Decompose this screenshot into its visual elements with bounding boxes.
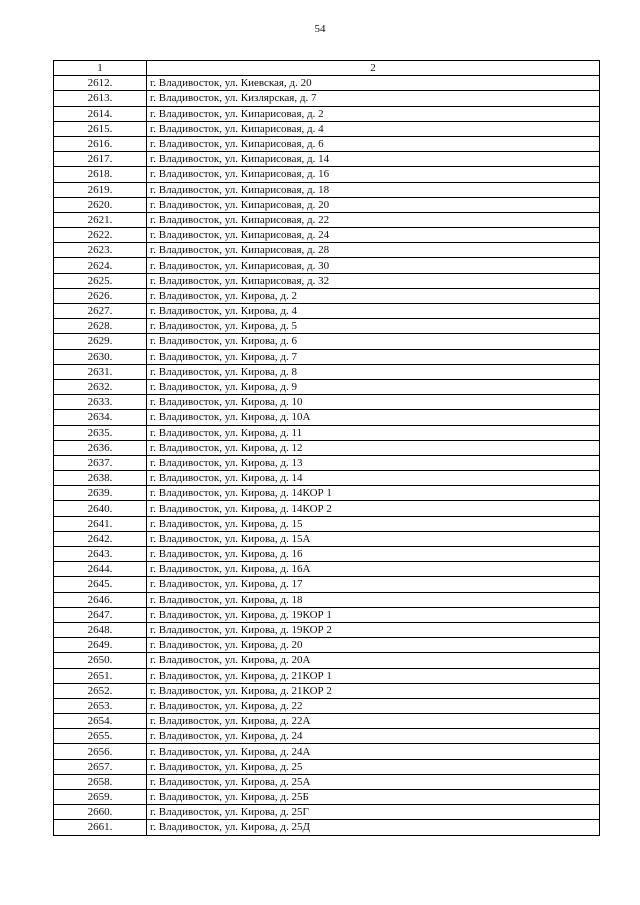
address-cell: г. Владивосток, ул. Кирова, д. 19КОР 1	[147, 607, 600, 622]
address-cell: г. Владивосток, ул. Кирова, д. 25Г	[147, 805, 600, 820]
table-row	[54, 212, 600, 227]
row-number-cell: 2661.	[54, 820, 147, 835]
table-row	[54, 607, 600, 622]
address-cell: г. Владивосток, ул. Кирова, д. 15А	[147, 531, 600, 546]
row-number-cell: 2650.	[54, 653, 147, 668]
address-cell: г. Владивосток, ул. Кипарисовая, д. 28	[147, 243, 600, 258]
row-number-cell: 2638.	[54, 471, 147, 486]
row-number-cell: 2660.	[54, 805, 147, 820]
row-number-cell: 2658.	[54, 774, 147, 789]
row-number-cell: 2632.	[54, 379, 147, 394]
table-row	[54, 258, 600, 273]
row-number-cell: 2631.	[54, 364, 147, 379]
table-row	[54, 304, 600, 319]
table-row	[54, 349, 600, 364]
row-number-cell: 2615.	[54, 121, 147, 136]
table-row	[54, 805, 600, 820]
address-cell: г. Владивосток, ул. Кипарисовая, д. 6	[147, 136, 600, 151]
address-cell: г. Владивосток, ул. Кирова, д. 15	[147, 516, 600, 531]
table-row	[54, 425, 600, 440]
address-cell: г. Владивосток, ул. Кирова, д. 7	[147, 349, 600, 364]
row-number-cell: 2630.	[54, 349, 147, 364]
table-row	[54, 152, 600, 167]
address-cell: г. Владивосток, ул. Кирова, д. 4	[147, 304, 600, 319]
table-row	[54, 683, 600, 698]
row-number-cell: 2637.	[54, 455, 147, 470]
table-row	[54, 288, 600, 303]
table-row	[54, 516, 600, 531]
table-row	[54, 91, 600, 106]
row-number-cell: 2616.	[54, 136, 147, 151]
address-cell: г. Владивосток, ул. Кипарисовая, д. 24	[147, 228, 600, 243]
row-number-cell: 2640.	[54, 501, 147, 516]
table-body	[54, 76, 600, 835]
row-number-cell: 2655.	[54, 729, 147, 744]
address-cell: г. Владивосток, ул. Кипарисовая, д. 14	[147, 152, 600, 167]
row-number-cell: 2620.	[54, 197, 147, 212]
table-row	[54, 714, 600, 729]
row-number-cell: 2612.	[54, 76, 147, 91]
page-number: 54	[314, 23, 326, 35]
address-cell: г. Владивосток, ул. Кипарисовая, д. 16	[147, 167, 600, 182]
row-number-cell: 2659.	[54, 790, 147, 805]
table-row	[54, 698, 600, 713]
table-row	[54, 531, 600, 546]
address-cell: г. Владивосток, ул. Кирова, д. 9	[147, 379, 600, 394]
address-cell: г. Владивосток, ул. Кирова, д. 11	[147, 425, 600, 440]
table-row	[54, 76, 600, 91]
address-cell: г. Владивосток, ул. Кипарисовая, д. 4	[147, 121, 600, 136]
row-number-cell: 2614.	[54, 106, 147, 121]
table-row	[54, 501, 600, 516]
row-number-cell: 2625.	[54, 273, 147, 288]
column-header-address: 2	[147, 61, 600, 76]
table-row	[54, 379, 600, 394]
table-row	[54, 440, 600, 455]
table-row	[54, 273, 600, 288]
address-cell: г. Владивосток, ул. Кирова, д. 19КОР 2	[147, 622, 600, 637]
address-cell: г. Владивосток, ул. Кирова, д. 21КОР 2	[147, 683, 600, 698]
address-cell: г. Владивосток, ул. Кипарисовая, д. 2	[147, 106, 600, 121]
row-number-cell: 2617.	[54, 152, 147, 167]
row-number-cell: 2653.	[54, 698, 147, 713]
address-cell: г. Владивосток, ул. Кирова, д. 14	[147, 471, 600, 486]
table-row	[54, 106, 600, 121]
row-number-cell: 2629.	[54, 334, 147, 349]
address-cell: г. Владивосток, ул. Кирова, д. 22А	[147, 714, 600, 729]
row-number-cell: 2657.	[54, 759, 147, 774]
address-cell: г. Владивосток, ул. Кирова, д. 2	[147, 288, 600, 303]
table-row	[54, 182, 600, 197]
address-cell: г. Владивосток, ул. Кирова, д. 25	[147, 759, 600, 774]
row-number-cell: 2633.	[54, 395, 147, 410]
table-row	[54, 729, 600, 744]
row-number-cell: 2619.	[54, 182, 147, 197]
row-number-cell: 2626.	[54, 288, 147, 303]
row-number-cell: 2621.	[54, 212, 147, 227]
address-cell: г. Владивосток, ул. Кирова, д. 20А	[147, 653, 600, 668]
table-row	[54, 243, 600, 258]
row-number-cell: 2624.	[54, 258, 147, 273]
table-row	[54, 136, 600, 151]
address-cell: г. Владивосток, ул. Кирова, д. 6	[147, 334, 600, 349]
table-row	[54, 562, 600, 577]
table-row	[54, 228, 600, 243]
table-row	[54, 820, 600, 835]
row-number-cell: 2634.	[54, 410, 147, 425]
table-row	[54, 547, 600, 562]
address-cell: г. Владивосток, ул. Кипарисовая, д. 32	[147, 273, 600, 288]
row-number-cell: 2646.	[54, 592, 147, 607]
address-cell: г. Владивосток, ул. Кипарисовая, д. 22	[147, 212, 600, 227]
address-cell: г. Владивосток, ул. Кирова, д. 12	[147, 440, 600, 455]
address-cell: г. Владивосток, ул. Кирова, д. 14КОР 2	[147, 501, 600, 516]
address-cell: г. Владивосток, ул. Кирова, д. 24	[147, 729, 600, 744]
table-row	[54, 121, 600, 136]
table-row	[54, 577, 600, 592]
table-row	[54, 410, 600, 425]
row-number-cell: 2654.	[54, 714, 147, 729]
row-number-cell: 2636.	[54, 440, 147, 455]
column-header-number: 1	[54, 61, 147, 76]
table-row	[54, 486, 600, 501]
address-cell: г. Владивосток, ул. Кизлярская, д. 7	[147, 91, 600, 106]
address-cell: г. Владивосток, ул. Кирова, д. 8	[147, 364, 600, 379]
row-number-cell: 2623.	[54, 243, 147, 258]
row-number-cell: 2639.	[54, 486, 147, 501]
table-row	[54, 167, 600, 182]
address-cell: г. Владивосток, ул. Кирова, д. 20	[147, 638, 600, 653]
address-cell: г. Владивосток, ул. Кирова, д. 10	[147, 395, 600, 410]
table-row	[54, 197, 600, 212]
row-number-cell: 2652.	[54, 683, 147, 698]
table-row	[54, 759, 600, 774]
table-row	[54, 395, 600, 410]
row-number-cell: 2627.	[54, 304, 147, 319]
table-row	[54, 319, 600, 334]
address-cell: г. Владивосток, ул. Кирова, д. 13	[147, 455, 600, 470]
header-row	[54, 61, 600, 76]
address-cell: г. Владивосток, ул. Кирова, д. 25Д	[147, 820, 600, 835]
address-cell: г. Владивосток, ул. Кирова, д. 21КОР 1	[147, 668, 600, 683]
address-cell: г. Владивосток, ул. Кирова, д. 14КОР 1	[147, 486, 600, 501]
table-header	[54, 61, 600, 76]
row-number-cell: 2641.	[54, 516, 147, 531]
row-number-cell: 2618.	[54, 167, 147, 182]
address-cell: г. Владивосток, ул. Киевская, д. 20	[147, 76, 600, 91]
row-number-cell: 2643.	[54, 547, 147, 562]
address-cell: г. Владивосток, ул. Кипарисовая, д. 20	[147, 197, 600, 212]
table-row	[54, 744, 600, 759]
row-number-cell: 2645.	[54, 577, 147, 592]
address-cell: г. Владивосток, ул. Кипарисовая, д. 18	[147, 182, 600, 197]
table-row	[54, 455, 600, 470]
row-number-cell: 2628.	[54, 319, 147, 334]
table-row	[54, 622, 600, 637]
row-number-cell: 2622.	[54, 228, 147, 243]
address-cell: г. Владивосток, ул. Кирова, д. 5	[147, 319, 600, 334]
address-cell: г. Владивосток, ул. Кирова, д. 16	[147, 547, 600, 562]
address-cell: г. Владивосток, ул. Кирова, д. 17	[147, 577, 600, 592]
address-cell: г. Владивосток, ул. Кирова, д. 24А	[147, 744, 600, 759]
table-row	[54, 364, 600, 379]
table-row	[54, 790, 600, 805]
row-number-cell: 2642.	[54, 531, 147, 546]
row-number-cell: 2635.	[54, 425, 147, 440]
row-number-cell: 2648.	[54, 622, 147, 637]
address-cell: г. Владивосток, ул. Кирова, д. 18	[147, 592, 600, 607]
table-row	[54, 668, 600, 683]
row-number-cell: 2656.	[54, 744, 147, 759]
table-row	[54, 471, 600, 486]
table-row	[54, 653, 600, 668]
address-cell: г. Владивосток, ул. Кирова, д. 16А	[147, 562, 600, 577]
address-cell: г. Владивосток, ул. Кипарисовая, д. 30	[147, 258, 600, 273]
row-number-cell: 2647.	[54, 607, 147, 622]
address-cell: г. Владивосток, ул. Кирова, д. 22	[147, 698, 600, 713]
table-row	[54, 774, 600, 789]
row-number-cell: 2644.	[54, 562, 147, 577]
address-table	[53, 60, 600, 836]
row-number-cell: 2613.	[54, 91, 147, 106]
address-cell: г. Владивосток, ул. Кирова, д. 10А	[147, 410, 600, 425]
address-cell: г. Владивосток, ул. Кирова, д. 25Б	[147, 790, 600, 805]
address-cell: г. Владивосток, ул. Кирова, д. 25А	[147, 774, 600, 789]
row-number-cell: 2649.	[54, 638, 147, 653]
table-row	[54, 638, 600, 653]
table-row	[54, 334, 600, 349]
row-number-cell: 2651.	[54, 668, 147, 683]
table-row	[54, 592, 600, 607]
